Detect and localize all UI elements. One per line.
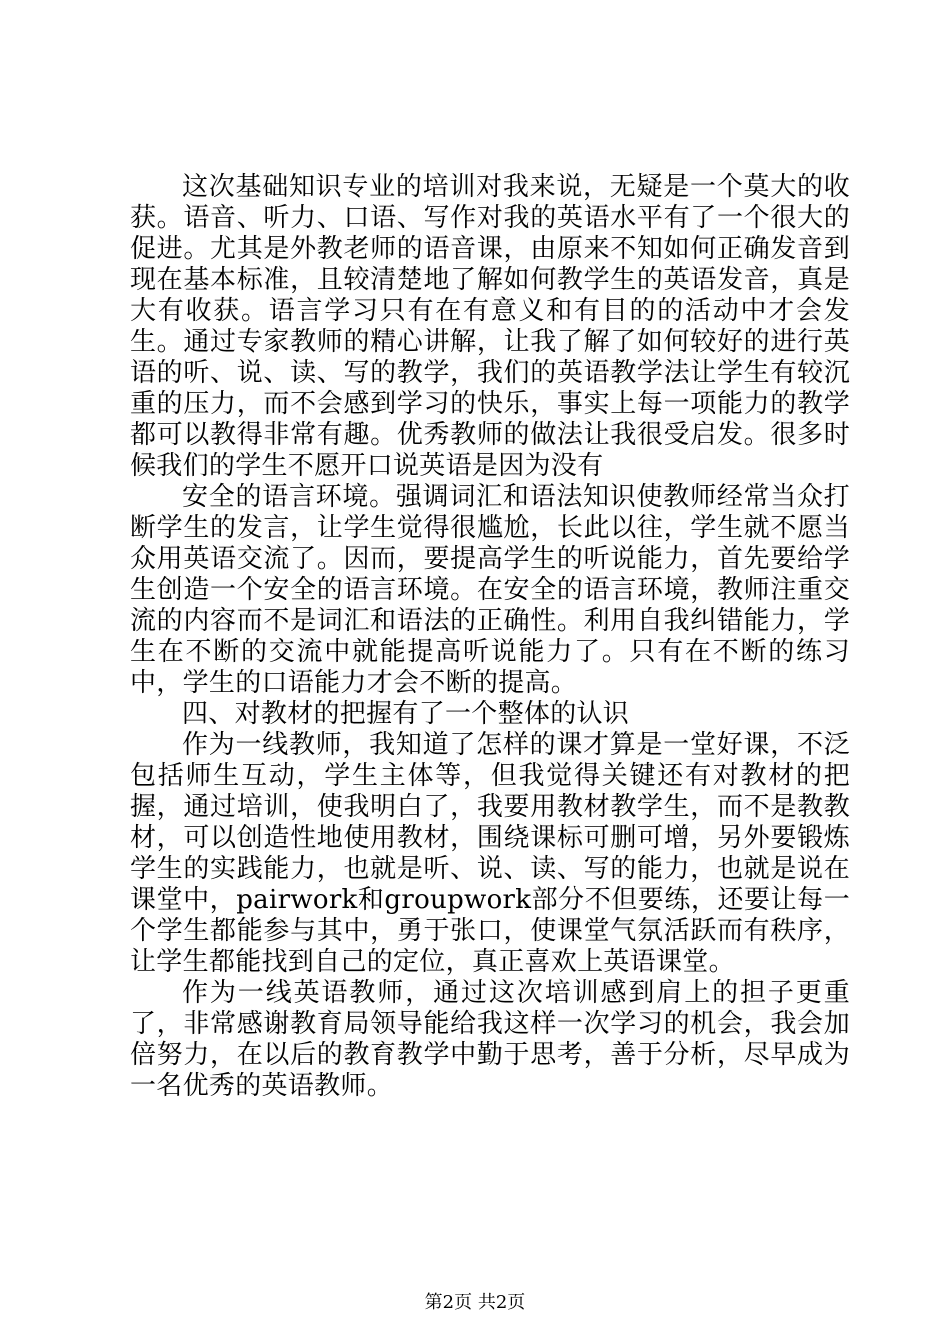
paragraph: 这次基础知识专业的培训对我来说，无疑是一个莫大的收获。语音、听力、口语、写作对我的英语水平有了一个很大的促进。尤其是外教老师的语音课，由原来不知如何正确发音到现在基本标准，且较清楚地了解如何教学生的英语发音，真是大有收获。语言学习只有在有意义和有目的的活动中才会发生。通过专家教师的精心讲解，让我了解了如何较好的进行英语的听、说、读、写的教学，我们的英语教学法让学生有较沉重的压力，而不会感到学习的快乐，事实上每一项能力的教学都可以教得非常有趣。优秀教师的做法让我很受启发。很多时候我们的学生不愿开口说英语是因为没有 <box>130 172 850 481</box>
page-number-footer: 第2页 共2页 <box>424 1292 526 1313</box>
document-body <box>130 172 850 1102</box>
paragraph: 作为一线教师，我知道了怎样的课才算是一堂好课，不泛包括师生互动，学生主体等，但我觉得关键还有对教材的把握，通过培训，使我明白了，我要用教材教学生，而不是教教材，可以创造性地使用教材，围绕课标可删可增，另外要锻炼学生的实践能力，也就是听、说、读、写的能力，也就是说在课堂中，pairwork和groupwork部分不但要练，还要让每一个学生都能参与其中，勇于张口，使课堂气氛活跃而有秩序，让学生都能找到自己的定位，真正喜欢上英语课堂。 <box>130 730 850 977</box>
section-heading: 四、对教材的把握有了一个整体的认识 <box>182 699 630 729</box>
paragraph: 作为一线英语教师，通过这次培训感到肩上的担子更重了，非常感谢教育局领导能给我这样一次学习的机会，我会加倍努力，在以后的教育教学中勤于思考，善于分析，尽早成为一名优秀的英语教师。 <box>130 978 850 1101</box>
paragraph: 安全的语言环境。强调词汇和语法知识使教师经常当众打断学生的发言，让学生觉得很尴尬，长此以往，学生就不愿当众用英语交流了。因而，要提高学生的听说能力，首先要给学生创造一个安全的语言环境。在安全的语言环境，教师注重交流的内容而不是词汇和语法的正确性。利用自我纠错能力，学生在不断的交流中就能提高听说能力了。只有在不断的练习中，学生的口语能力才会不断的提高。 <box>130 482 850 698</box>
